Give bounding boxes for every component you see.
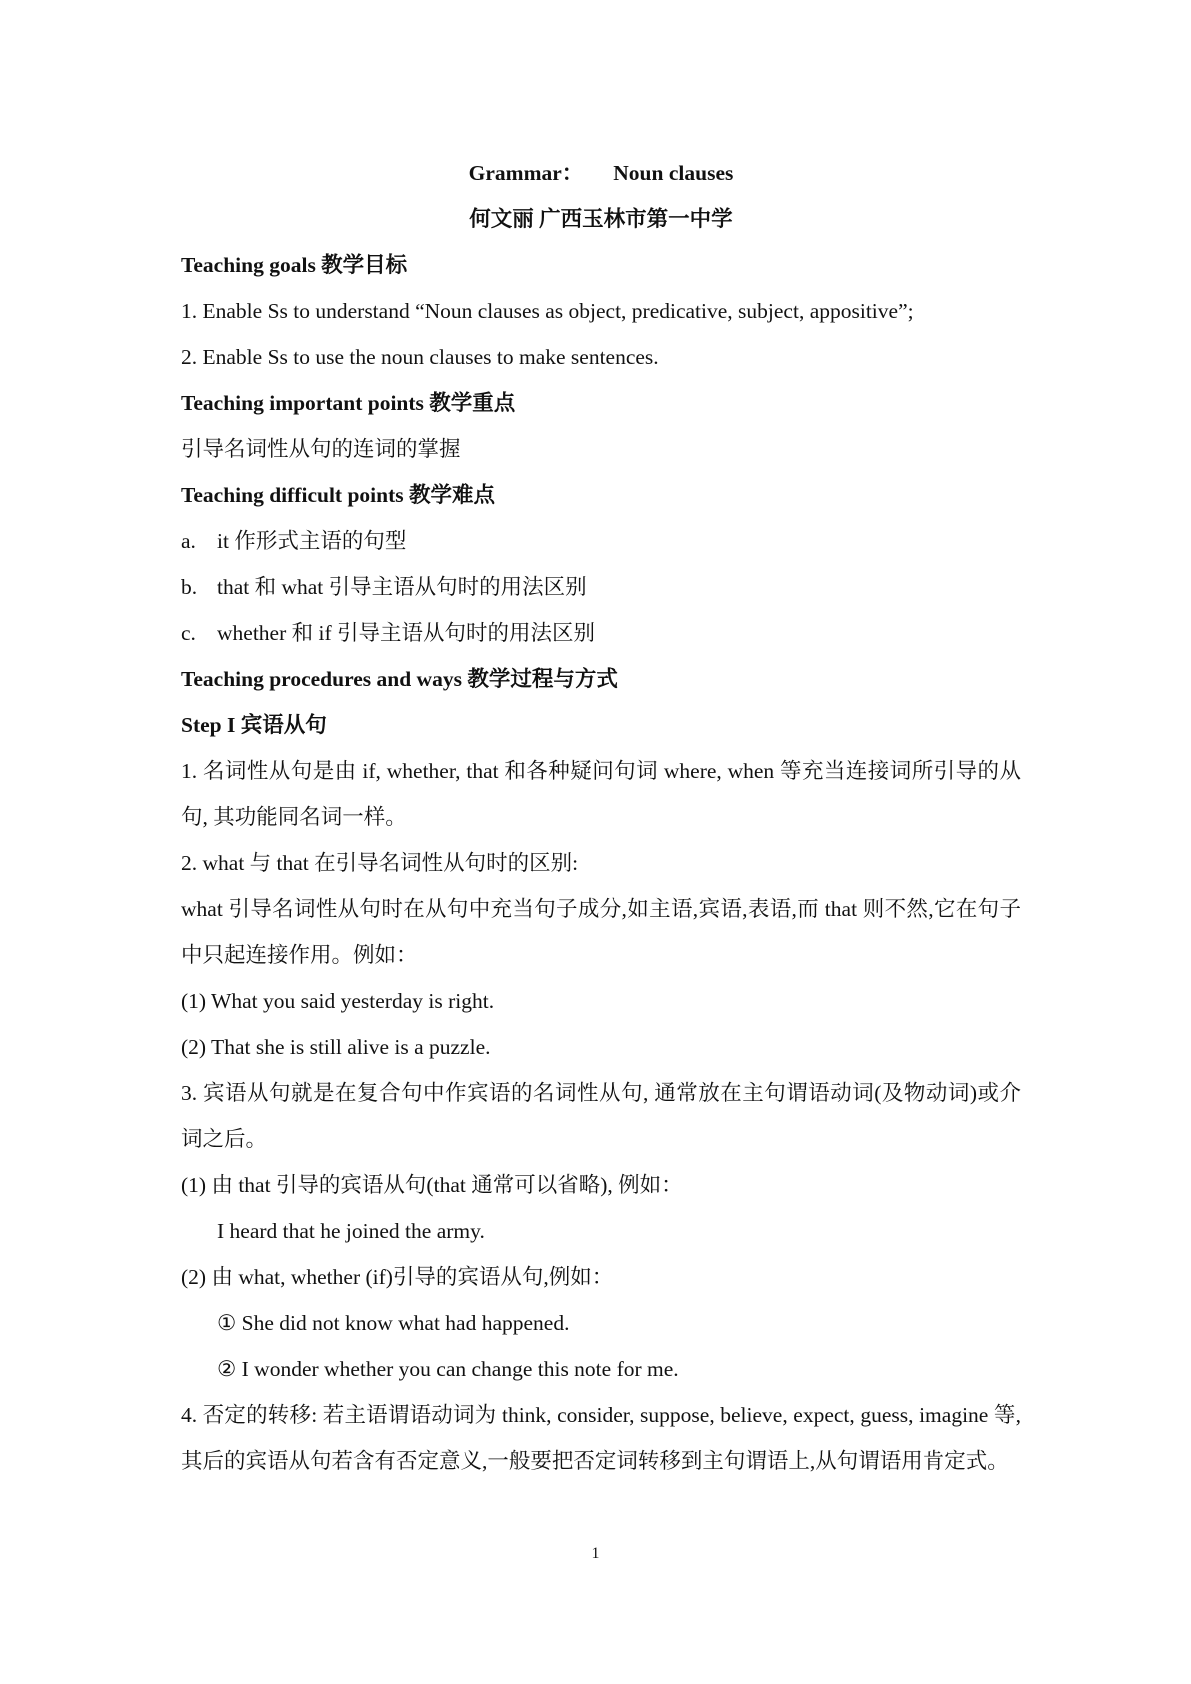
goals-item-1: 1. Enable Ss to understand “Noun clauses as object, predicative, subject, appositive”;: [181, 299, 914, 323]
goals-item-2: 2. Enable Ss to use the noun clauses to make sentences.: [181, 345, 659, 369]
difficult-item-c-letter: c.: [181, 621, 196, 645]
difficult-item-a-text: it 作形式主语的句型: [217, 529, 407, 553]
author-line: 何文丽 广西玉林市第一中学: [469, 207, 733, 231]
step1-heading: Step I 宾语从句: [181, 713, 327, 737]
step1-paragraph-2-heading: 2. what 与 that 在引导名词性从句时的区别:: [181, 851, 579, 875]
document-body: [181, 150, 1021, 1484]
difficult-item-a-letter: a.: [181, 529, 196, 553]
step1-paragraph-3: 3. 宾语从句就是在复合句中作宾语的名词性从句, 通常放在主句谓语动词(及物动词)或介词之后。: [181, 1081, 1021, 1151]
difficult-item-a: [181, 518, 1021, 564]
difficult-item-b-text: that 和 what 引导主语从句时的用法区别: [217, 575, 587, 599]
important-heading: Teaching important points 教学重点: [181, 391, 516, 415]
step1-paragraph-4: 4. 否定的转移: 若主语谓语动词为 think, consider, suppose, believe, expect, guess, imagine 等,其后的宾语从句若含有否定意义,一般要把否定词转移到主句谓语上,从句谓语用肯定式。: [181, 1403, 1021, 1473]
step1-paragraph-1: 1. 名词性从句是由 if, whether, that 和各种疑问句词 where, when 等充当连接词所引导的从句, 其功能同名词一样。: [181, 759, 1021, 829]
page-number: 1: [591, 1545, 600, 1562]
difficult-heading: Teaching difficult points 教学难点: [181, 483, 495, 507]
procedures-heading: Teaching procedures and ways 教学过程与方式: [181, 667, 618, 691]
difficult-item-c: [181, 610, 1021, 656]
important-text: 引导名词性从句的连词的掌握: [181, 437, 461, 461]
goals-heading: Teaching goals 教学目标: [181, 253, 408, 277]
document-title: [181, 150, 1021, 196]
step1-paragraph-3-sub-2: (2) 由 what, whether (if)引导的宾语从句,例如：: [181, 1265, 614, 1289]
title-left: Grammar：: [468, 161, 584, 185]
step1-paragraph-3-sub-2-example-2: ② I wonder whether you can change this note for me.: [217, 1357, 679, 1381]
step1-example-2: (2) That she is still alive is a puzzle.: [181, 1035, 491, 1059]
title-right: Noun clauses: [613, 161, 734, 185]
step1-paragraph-3-sub-1-example: I heard that he joined the army.: [217, 1219, 485, 1243]
step1-paragraph-3-sub-1: (1) 由 that 引导的宾语从句(that 通常可以省略), 例如：: [181, 1173, 683, 1197]
step1-paragraph-3-sub-2-example-1: ① She did not know what had happened.: [217, 1311, 570, 1335]
step1-paragraph-2-text: what 引导名词性从句时在从句中充当句子成分,如主语,宾语,表语,而 that 则不然,它在句子中只起连接作用。例如：: [181, 897, 1021, 967]
difficult-item-b-letter: b.: [181, 575, 198, 599]
step1-example-1: (1) What you said yesterday is right.: [181, 989, 495, 1013]
difficult-item-b: [181, 564, 1021, 610]
difficult-item-c-text: whether 和 if 引导主语从句时的用法区别: [217, 621, 596, 645]
